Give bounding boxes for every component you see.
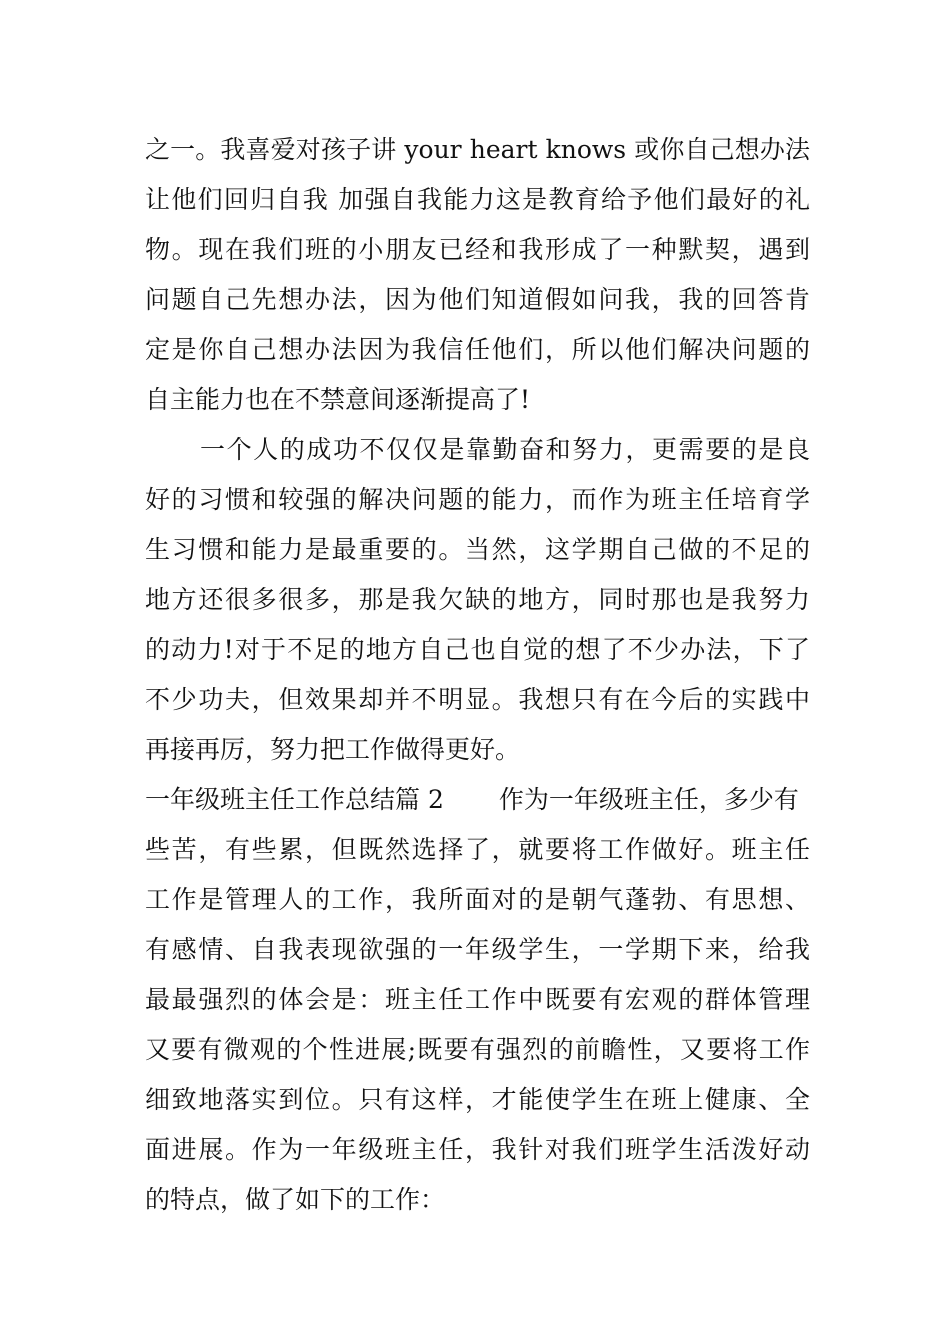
paragraph-line-rest: 作为一年级班主任，多少有 — [498, 785, 799, 814]
paragraph-line: 之一。我喜爱对孩子讲 your heart knows 或你自己想办法 — [145, 135, 810, 164]
paragraph-line: 地方还很多很多，那是我欠缺的地方，同时那也是我努力 — [145, 585, 810, 614]
paragraph-line: 的动力!对于不足的地方自己也自觉的想了不少办法，下了 — [145, 635, 810, 664]
paragraph-line: 好的习惯和较强的解决问题的能力，而作为班主任培育学 — [145, 485, 810, 514]
paragraph-line: 不少功夫，但效果却并不明显。我想只有在今后的实践中 — [145, 685, 810, 714]
paragraph-2 — [145, 425, 810, 775]
paragraph-line: 自主能力也在不禁意间逐渐提高了! — [145, 385, 531, 414]
paragraph-line: 一个人的成功不仅仅是靠勤奋和努力，更需要的是良 — [200, 435, 810, 464]
paragraph-line: 定是你自己想办法因为我信任他们，所以他们解决问题的 — [145, 335, 810, 364]
paragraph-line: 生习惯和能力是最重要的。当然，这学期自己做的不足的 — [145, 535, 810, 564]
paragraph-line: 有感情、自我表现欲强的一年级学生，一学期下来，给我 — [145, 935, 810, 964]
paragraph-first-line — [145, 775, 810, 825]
paragraph-line: 物。现在我们班的小朋友已经和我形成了一种默契，遇到 — [145, 235, 810, 264]
paragraph-line: 让他们回归自我 加强自我能力这是教育给予他们最好的礼 — [145, 185, 810, 214]
paragraph-line: 又要有微观的个性进展;既要有强烈的前瞻性，又要将工作 — [145, 1035, 810, 1064]
paragraph-line: 些苦，有些累，但既然选择了，就要将工作做好。班主任 — [145, 835, 810, 864]
section-heading: 一年级班主任工作总结篇 2 — [145, 785, 444, 814]
paragraph-line: 问题自己先想办法，因为他们知道假如问我，我的回答肯 — [145, 285, 810, 314]
paragraph-line: 再接再厉，努力把工作做得更好。 — [145, 735, 521, 764]
paragraph-line: 的特点，做了如下的工作： — [145, 1185, 446, 1214]
paragraph-line: 最最强烈的体会是：班主任工作中既要有宏观的群体管理 — [145, 985, 810, 1014]
paragraph-line: 细致地落实到位。只有这样，才能使学生在班上健康、全 — [145, 1085, 810, 1114]
paragraph-line: 工作是管理人的工作，我所面对的是朝气蓬勃、有思想、 — [145, 885, 810, 914]
paragraph-1 — [145, 125, 810, 425]
paragraph-3 — [145, 775, 810, 1225]
paragraph-line: 面进展。作为一年级班主任，我针对我们班学生活泼好动 — [145, 1135, 810, 1164]
